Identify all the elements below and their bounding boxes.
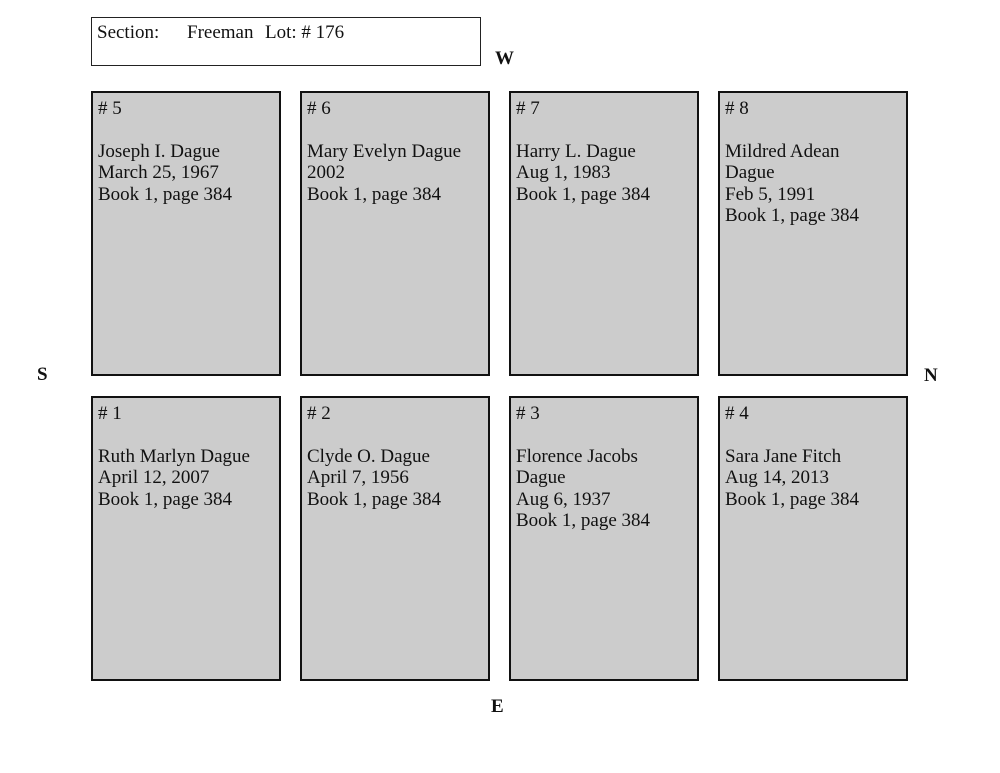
section-lot-header bbox=[91, 17, 481, 66]
plot-number: # 4 bbox=[725, 403, 749, 424]
compass-south: S bbox=[37, 364, 48, 385]
plot-name: Florence Jacobs bbox=[516, 445, 638, 467]
plot-name-cont: Dague bbox=[516, 467, 566, 488]
plot-6 bbox=[300, 91, 490, 376]
plot-3 bbox=[509, 396, 699, 681]
plot-number: # 3 bbox=[516, 403, 540, 424]
plot-4 bbox=[718, 396, 908, 681]
plot-name: Mildred Adean bbox=[725, 140, 840, 162]
plot-number: # 2 bbox=[307, 403, 331, 424]
plot-name: Clyde O. Dague bbox=[307, 445, 430, 467]
plot-book-ref: Book 1, page 384 bbox=[725, 205, 860, 226]
section-value: Freeman bbox=[187, 22, 254, 43]
plot-name: Mary Evelyn Dague bbox=[307, 140, 462, 162]
plot-book-ref: Book 1, page 384 bbox=[725, 488, 860, 510]
plot-number: # 1 bbox=[98, 403, 122, 424]
plot-book-ref: Book 1, page 384 bbox=[98, 183, 233, 205]
plot-8 bbox=[718, 91, 908, 376]
section-label: Section: bbox=[97, 22, 160, 43]
plot-date: Aug 14, 2013 bbox=[725, 467, 829, 488]
plot-date: April 12, 2007 bbox=[98, 467, 210, 488]
plot-name: Ruth Marlyn Dague bbox=[98, 445, 250, 467]
plot-name: Sara Jane Fitch bbox=[725, 445, 842, 467]
plot-date: April 7, 1956 bbox=[307, 467, 409, 488]
plot-book-ref: Book 1, page 384 bbox=[307, 183, 442, 205]
plot-date: Aug 1, 1983 bbox=[516, 162, 611, 183]
plot-number: # 8 bbox=[725, 98, 749, 119]
lot-label: Lot: # bbox=[265, 22, 311, 43]
plot-book-ref: Book 1, page 384 bbox=[516, 183, 651, 205]
plot-date: Feb 5, 1991 bbox=[725, 183, 816, 205]
plot-2 bbox=[300, 396, 490, 681]
plot-date: 2002 bbox=[307, 162, 345, 183]
lot-value: 176 bbox=[315, 22, 345, 43]
plot-7 bbox=[509, 91, 699, 376]
plot-date: Aug 6, 1937 bbox=[516, 488, 611, 510]
plot-name: Harry L. Dague bbox=[516, 140, 636, 162]
plot-number: # 5 bbox=[98, 98, 122, 119]
plot-5 bbox=[91, 91, 281, 376]
plot-name-cont: Dague bbox=[725, 162, 775, 183]
compass-west: W bbox=[495, 48, 514, 69]
plot-number: # 7 bbox=[516, 98, 540, 119]
plot-1 bbox=[91, 396, 281, 681]
plot-book-ref: Book 1, page 384 bbox=[307, 488, 442, 510]
plot-name: Joseph I. Dague bbox=[98, 140, 220, 162]
plot-book-ref: Book 1, page 384 bbox=[516, 510, 651, 531]
plot-book-ref: Book 1, page 384 bbox=[98, 488, 233, 510]
compass-north: N bbox=[924, 365, 938, 386]
compass-east: E bbox=[491, 696, 504, 717]
plot-number: # 6 bbox=[307, 98, 331, 119]
plot-date: March 25, 1967 bbox=[98, 162, 219, 183]
